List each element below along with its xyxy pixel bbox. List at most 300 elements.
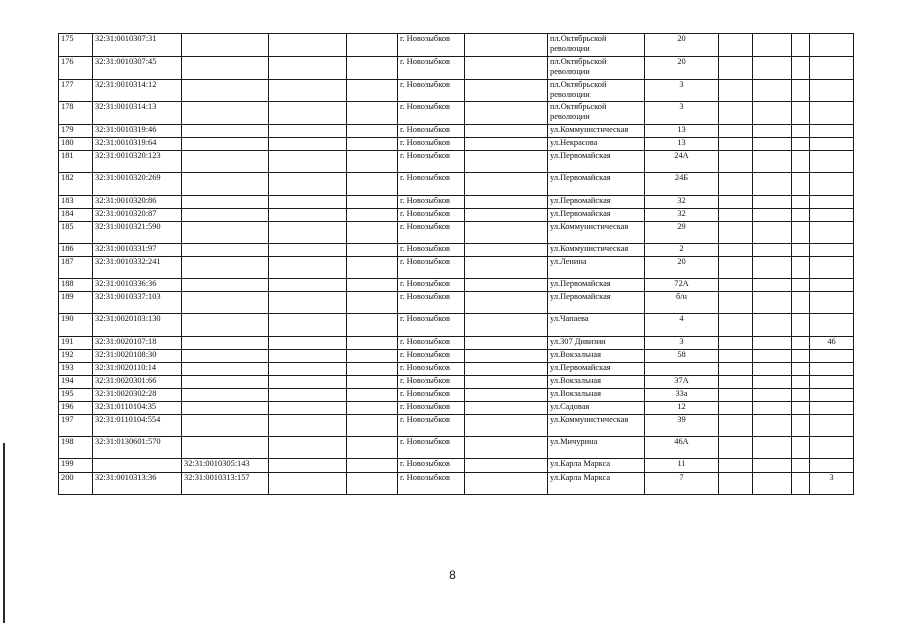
cell-col5 <box>347 125 398 138</box>
cell-street: ул.Коммунистическая <box>548 415 645 437</box>
cell-cadastral-number-alt <box>182 437 269 459</box>
cell-col5 <box>347 244 398 257</box>
cell-col11 <box>753 222 792 244</box>
cell-col7 <box>465 151 548 173</box>
cell-house-number: 72А <box>645 279 719 292</box>
cell-col5 <box>347 57 398 80</box>
cell-col5 <box>347 363 398 376</box>
table-row <box>59 80 854 102</box>
cell-locality: г. Новозыбков <box>398 292 465 314</box>
cell-street: пл.Октябрьской революции <box>548 34 645 57</box>
cell-col12 <box>792 363 810 376</box>
cell-col7 <box>465 337 548 350</box>
cell-col11 <box>753 437 792 459</box>
cell-locality: г. Новозыбков <box>398 244 465 257</box>
cell-col10 <box>719 402 753 415</box>
cell-col11 <box>753 151 792 173</box>
cell-col4 <box>269 222 347 244</box>
cell-cadastral-number-alt <box>182 292 269 314</box>
cell-col10 <box>719 151 753 173</box>
cell-cadastral-number: 32:31:0130601:570 <box>93 437 182 459</box>
cell-col10 <box>719 138 753 151</box>
cell-street: ул.Карла Маркса <box>548 473 645 495</box>
cell-col4 <box>269 257 347 279</box>
cell-col11 <box>753 415 792 437</box>
cell-street: ул.Коммунистическая <box>548 222 645 244</box>
cell-house-number: 20 <box>645 34 719 57</box>
cell-col10 <box>719 209 753 222</box>
cell-row-number: 183 <box>59 196 93 209</box>
cell-house-number: 32 <box>645 209 719 222</box>
cell-area: 3 <box>810 473 854 495</box>
cell-col12 <box>792 459 810 473</box>
cell-house-number: 46А <box>645 437 719 459</box>
cell-col5 <box>347 415 398 437</box>
cell-area <box>810 415 854 437</box>
cell-col4 <box>269 350 347 363</box>
cell-locality: г. Новозыбков <box>398 257 465 279</box>
cell-area <box>810 402 854 415</box>
cell-cadastral-number-alt <box>182 138 269 151</box>
cell-cadastral-number: 32:31:0010314:13 <box>93 102 182 125</box>
cell-area <box>810 57 854 80</box>
cell-col12 <box>792 337 810 350</box>
cell-street: ул.Ленина <box>548 257 645 279</box>
cell-col10 <box>719 350 753 363</box>
cell-house-number: 13 <box>645 138 719 151</box>
cell-house-number: 13 <box>645 125 719 138</box>
cell-area <box>810 244 854 257</box>
cell-col10 <box>719 257 753 279</box>
cell-locality: г. Новозыбков <box>398 57 465 80</box>
cell-col12 <box>792 279 810 292</box>
cell-col7 <box>465 292 548 314</box>
cell-street: пл.Октябрьской революции <box>548 57 645 80</box>
cell-street: ул.Первомайская <box>548 209 645 222</box>
cell-col5 <box>347 279 398 292</box>
cell-locality: г. Новозыбков <box>398 363 465 376</box>
cell-house-number: 3 <box>645 337 719 350</box>
cell-area <box>810 350 854 363</box>
cell-street: ул.Мичурина <box>548 437 645 459</box>
cell-locality: г. Новозыбков <box>398 279 465 292</box>
cell-col11 <box>753 314 792 337</box>
cell-locality: г. Новозыбков <box>398 350 465 363</box>
cell-street: ул.Первомайская <box>548 173 645 196</box>
cell-cadastral-number: 32:31:0010314:12 <box>93 80 182 102</box>
cell-locality: г. Новозыбков <box>398 34 465 57</box>
binding-edge-mark <box>3 443 5 623</box>
cell-row-number: 179 <box>59 125 93 138</box>
cell-col5 <box>347 292 398 314</box>
cell-area <box>810 376 854 389</box>
cell-cadastral-number-alt <box>182 314 269 337</box>
cell-cadastral-number: 32:31:0020108:30 <box>93 350 182 363</box>
register-table-body <box>59 34 854 495</box>
cell-row-number: 181 <box>59 151 93 173</box>
cell-cadastral-number: 32:31:0020110:14 <box>93 363 182 376</box>
table-row <box>59 222 854 244</box>
cell-col11 <box>753 34 792 57</box>
cell-col11 <box>753 459 792 473</box>
cell-col12 <box>792 473 810 495</box>
cell-area <box>810 209 854 222</box>
cell-col7 <box>465 80 548 102</box>
cell-col10 <box>719 80 753 102</box>
cell-col5 <box>347 376 398 389</box>
cell-cadastral-number: 32:31:0010319:64 <box>93 138 182 151</box>
cell-col7 <box>465 222 548 244</box>
table-row <box>59 279 854 292</box>
table-row <box>59 350 854 363</box>
cell-row-number: 195 <box>59 389 93 402</box>
cell-col4 <box>269 138 347 151</box>
cell-col10 <box>719 389 753 402</box>
cell-col10 <box>719 57 753 80</box>
cell-locality: г. Новозыбков <box>398 196 465 209</box>
cell-cadastral-number: 32:31:0010337:103 <box>93 292 182 314</box>
cell-house-number: 20 <box>645 257 719 279</box>
cell-col12 <box>792 244 810 257</box>
cell-cadastral-number: 32:31:0010320:87 <box>93 209 182 222</box>
cell-area <box>810 80 854 102</box>
cell-cadastral-number-alt <box>182 402 269 415</box>
cell-area <box>810 196 854 209</box>
cell-locality: г. Новозыбков <box>398 151 465 173</box>
cell-col4 <box>269 437 347 459</box>
cell-cadastral-number-alt <box>182 80 269 102</box>
cell-cadastral-number: 32:31:0010336:36 <box>93 279 182 292</box>
table-row <box>59 402 854 415</box>
cell-row-number: 192 <box>59 350 93 363</box>
cell-street: ул.Некрасова <box>548 138 645 151</box>
cell-cadastral-number-alt <box>182 102 269 125</box>
table-row <box>59 363 854 376</box>
cell-house-number: 3 <box>645 102 719 125</box>
cell-col10 <box>719 459 753 473</box>
cell-area <box>810 102 854 125</box>
cell-col12 <box>792 57 810 80</box>
cell-street: пл.Октябрьской революции <box>548 102 645 125</box>
cell-row-number: 197 <box>59 415 93 437</box>
cell-house-number: 24Б <box>645 173 719 196</box>
cell-col7 <box>465 173 548 196</box>
table-row <box>59 437 854 459</box>
cell-col4 <box>269 389 347 402</box>
cell-locality: г. Новозыбков <box>398 222 465 244</box>
cell-area <box>810 222 854 244</box>
cell-col4 <box>269 363 347 376</box>
cell-col10 <box>719 279 753 292</box>
cell-col4 <box>269 415 347 437</box>
cell-col12 <box>792 173 810 196</box>
cell-col5 <box>347 80 398 102</box>
cell-locality: г. Новозыбков <box>398 389 465 402</box>
cell-col11 <box>753 350 792 363</box>
cell-col7 <box>465 314 548 337</box>
cell-area <box>810 279 854 292</box>
cell-col11 <box>753 257 792 279</box>
cell-street: ул.Садовая <box>548 402 645 415</box>
cell-col7 <box>465 34 548 57</box>
cell-col10 <box>719 34 753 57</box>
cell-col5 <box>347 222 398 244</box>
cell-col5 <box>347 34 398 57</box>
cell-street: ул.307 Дивизии <box>548 337 645 350</box>
cell-col11 <box>753 389 792 402</box>
cell-street: ул.Вокзальная <box>548 389 645 402</box>
cell-street: ул.Коммунистическая <box>548 244 645 257</box>
table-row <box>59 257 854 279</box>
cell-cadastral-number: 32:31:0020103:130 <box>93 314 182 337</box>
cell-col11 <box>753 80 792 102</box>
cell-col5 <box>347 196 398 209</box>
cell-col12 <box>792 222 810 244</box>
cell-col4 <box>269 57 347 80</box>
cell-col7 <box>465 350 548 363</box>
cell-col5 <box>347 314 398 337</box>
cell-house-number: 32 <box>645 196 719 209</box>
cell-area <box>810 314 854 337</box>
cell-area <box>810 363 854 376</box>
cell-col5 <box>347 473 398 495</box>
cell-col5 <box>347 102 398 125</box>
cell-col12 <box>792 209 810 222</box>
cell-col12 <box>792 138 810 151</box>
cell-locality: г. Новозыбков <box>398 209 465 222</box>
cell-col10 <box>719 244 753 257</box>
cell-col12 <box>792 402 810 415</box>
cell-col4 <box>269 80 347 102</box>
cell-area <box>810 125 854 138</box>
cell-cadastral-number: 32:31:0020301:66 <box>93 376 182 389</box>
cell-col7 <box>465 415 548 437</box>
cell-col4 <box>269 314 347 337</box>
cell-cadastral-number-alt <box>182 389 269 402</box>
cell-col12 <box>792 376 810 389</box>
cell-cadastral-number-alt <box>182 196 269 209</box>
cell-cadastral-number: 32:31:0010307:31 <box>93 34 182 57</box>
cell-house-number: 3 <box>645 80 719 102</box>
cell-col7 <box>465 244 548 257</box>
cell-area <box>810 34 854 57</box>
table-row <box>59 173 854 196</box>
cell-cadastral-number: 32:31:0110104:35 <box>93 402 182 415</box>
cell-locality: г. Новозыбков <box>398 459 465 473</box>
cell-row-number: 187 <box>59 257 93 279</box>
cell-col10 <box>719 102 753 125</box>
cell-col5 <box>347 337 398 350</box>
cell-area <box>810 257 854 279</box>
cell-street: ул.Первомайская <box>548 196 645 209</box>
table-row <box>59 125 854 138</box>
cell-col7 <box>465 402 548 415</box>
table-row <box>59 57 854 80</box>
cell-col11 <box>753 292 792 314</box>
cell-cadastral-number <box>93 459 182 473</box>
cell-cadastral-number: 32:31:0010313:36 <box>93 473 182 495</box>
cell-col12 <box>792 257 810 279</box>
table-row <box>59 209 854 222</box>
cell-house-number: 12 <box>645 402 719 415</box>
cell-locality: г. Новозыбков <box>398 402 465 415</box>
cell-cadastral-number-alt <box>182 209 269 222</box>
cell-col10 <box>719 415 753 437</box>
cell-col12 <box>792 415 810 437</box>
cell-street: ул.Вокзальная <box>548 350 645 363</box>
cell-cadastral-number-alt: 32:31:0010313:157 <box>182 473 269 495</box>
cell-row-number: 199 <box>59 459 93 473</box>
cell-row-number: 196 <box>59 402 93 415</box>
cell-col5 <box>347 209 398 222</box>
cell-row-number: 182 <box>59 173 93 196</box>
cell-cadastral-number-alt <box>182 244 269 257</box>
cell-col5 <box>347 437 398 459</box>
cell-col5 <box>347 138 398 151</box>
cell-col7 <box>465 437 548 459</box>
cell-col11 <box>753 209 792 222</box>
cell-cadastral-number-alt <box>182 337 269 350</box>
cell-col11 <box>753 376 792 389</box>
cell-cadastral-number: 32:31:0010320:86 <box>93 196 182 209</box>
cell-col12 <box>792 314 810 337</box>
cell-street: ул.Первомайская <box>548 279 645 292</box>
cell-locality: г. Новозыбков <box>398 437 465 459</box>
cell-house-number: 29 <box>645 222 719 244</box>
cell-col7 <box>465 473 548 495</box>
table-row <box>59 389 854 402</box>
cell-row-number: 178 <box>59 102 93 125</box>
table-row <box>59 138 854 151</box>
cell-col10 <box>719 363 753 376</box>
cell-row-number: 184 <box>59 209 93 222</box>
table-row <box>59 34 854 57</box>
cell-cadastral-number-alt: 32:31:0010305:143 <box>182 459 269 473</box>
cell-col10 <box>719 337 753 350</box>
cell-area <box>810 151 854 173</box>
cell-row-number: 185 <box>59 222 93 244</box>
cell-col10 <box>719 314 753 337</box>
cell-cadastral-number-alt <box>182 350 269 363</box>
cell-area <box>810 173 854 196</box>
cell-col4 <box>269 473 347 495</box>
table-row <box>59 244 854 257</box>
cell-house-number: 7 <box>645 473 719 495</box>
cell-row-number: 186 <box>59 244 93 257</box>
cell-cadastral-number-alt <box>182 222 269 244</box>
cell-cadastral-number: 32:31:0010307:45 <box>93 57 182 80</box>
table-row <box>59 102 854 125</box>
cell-house-number: 4 <box>645 314 719 337</box>
table-row <box>59 459 854 473</box>
cell-area <box>810 459 854 473</box>
cell-col4 <box>269 102 347 125</box>
cell-col7 <box>465 376 548 389</box>
cell-house-number: б/н <box>645 292 719 314</box>
cell-area <box>810 292 854 314</box>
cell-row-number: 193 <box>59 363 93 376</box>
cell-col11 <box>753 125 792 138</box>
cell-row-number: 188 <box>59 279 93 292</box>
cell-col12 <box>792 102 810 125</box>
cell-street: ул.Чапаева <box>548 314 645 337</box>
cell-row-number: 180 <box>59 138 93 151</box>
cell-col10 <box>719 437 753 459</box>
cell-col7 <box>465 209 548 222</box>
cell-col10 <box>719 222 753 244</box>
cell-col4 <box>269 244 347 257</box>
cell-cadastral-number-alt <box>182 279 269 292</box>
cell-area <box>810 389 854 402</box>
cell-locality: г. Новозыбков <box>398 138 465 151</box>
table-row <box>59 292 854 314</box>
cell-locality: г. Новозыбков <box>398 314 465 337</box>
cell-cadastral-number-alt <box>182 363 269 376</box>
cell-locality: г. Новозыбков <box>398 80 465 102</box>
cell-street: ул.Коммунистическая <box>548 125 645 138</box>
cell-col11 <box>753 102 792 125</box>
cell-col11 <box>753 279 792 292</box>
cell-cadastral-number-alt <box>182 151 269 173</box>
table-row <box>59 415 854 437</box>
cell-col11 <box>753 473 792 495</box>
cell-house-number: 2 <box>645 244 719 257</box>
cell-street: ул.Первомайская <box>548 363 645 376</box>
cell-locality: г. Новозыбков <box>398 173 465 196</box>
cell-col12 <box>792 389 810 402</box>
cell-col11 <box>753 173 792 196</box>
cell-cadastral-number: 32:31:0010319:46 <box>93 125 182 138</box>
cell-col5 <box>347 402 398 415</box>
cell-cadastral-number-alt <box>182 57 269 80</box>
cell-col7 <box>465 459 548 473</box>
cell-street: ул.Первомайская <box>548 292 645 314</box>
cell-house-number: 39 <box>645 415 719 437</box>
cell-col10 <box>719 125 753 138</box>
cell-col11 <box>753 402 792 415</box>
cell-col7 <box>465 196 548 209</box>
cell-col4 <box>269 292 347 314</box>
cell-area <box>810 138 854 151</box>
cell-col5 <box>347 350 398 363</box>
table-row <box>59 376 854 389</box>
cell-cadastral-number: 32:31:0020107:18 <box>93 337 182 350</box>
cell-col7 <box>465 279 548 292</box>
cell-cadastral-number: 32:31:0110104:554 <box>93 415 182 437</box>
cell-street: ул.Вокзальная <box>548 376 645 389</box>
cell-col7 <box>465 57 548 80</box>
cell-cadastral-number-alt <box>182 34 269 57</box>
cell-col10 <box>719 376 753 389</box>
cell-row-number: 200 <box>59 473 93 495</box>
cell-col7 <box>465 257 548 279</box>
cell-col11 <box>753 363 792 376</box>
cell-col12 <box>792 196 810 209</box>
cell-col7 <box>465 138 548 151</box>
cell-col11 <box>753 138 792 151</box>
cell-street: ул.Карла Маркса <box>548 459 645 473</box>
cell-row-number: 176 <box>59 57 93 80</box>
table-row <box>59 337 854 350</box>
cell-cadastral-number: 32:31:0010332:241 <box>93 257 182 279</box>
cell-col11 <box>753 244 792 257</box>
cell-house-number: 37А <box>645 376 719 389</box>
cell-locality: г. Новозыбков <box>398 473 465 495</box>
cell-col12 <box>792 292 810 314</box>
cell-col4 <box>269 402 347 415</box>
cell-street: ул.Первомайская <box>548 151 645 173</box>
cell-col5 <box>347 257 398 279</box>
